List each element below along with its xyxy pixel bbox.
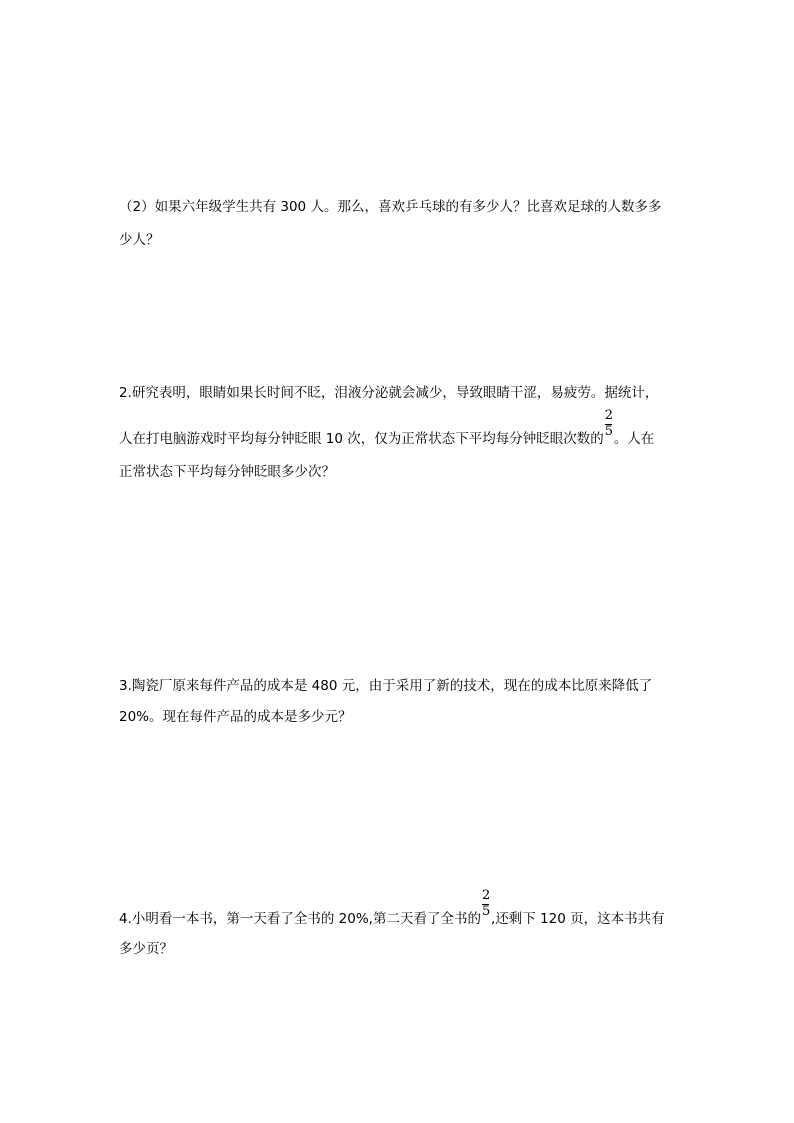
q1-part2-line2: 少人？ bbox=[119, 232, 160, 248]
q1-part2-line1: （2）如果六年级学生共有 300 人。那么，喜欢乒乓球的有多少人？比喜欢足球的人数多多 bbox=[119, 199, 662, 215]
q4-line1-text-after: ,还剩下 120 页，这本书共有 bbox=[490, 911, 665, 927]
q4-fraction-denominator: 5 bbox=[481, 904, 491, 919]
q2-line2-text-before: 人在打电脑游戏时平均每分钟眨眼 10 次，仅为正常状态下平均每分钟眨眼次数的 bbox=[119, 431, 604, 447]
q4-fraction-numerator: 2 bbox=[481, 888, 491, 903]
q4-fraction bbox=[481, 888, 491, 923]
q4-line2: 多少页？ bbox=[119, 941, 173, 957]
q3-line1: 3.陶瓷厂原来每件产品的成本是 480 元，由于采用了新的技术，现在的成本比原来降低了 bbox=[119, 678, 653, 694]
q4-line1-text-before: 4.小明看一本书，第一天看了全书的 20%,第二天看了全书的 bbox=[119, 911, 481, 927]
q2-fraction bbox=[604, 408, 614, 443]
q2-line1: 2.研究表明，眼睛如果长时间不眨，泪液分泌就会减少，导致眼睛干涩，易疲劳。据统计， bbox=[119, 385, 659, 401]
q2-line2-text-after: 。人在 bbox=[613, 431, 655, 447]
q2-line2 bbox=[119, 408, 655, 449]
q4-line1 bbox=[119, 888, 665, 929]
q2-fraction-denominator: 5 bbox=[604, 424, 614, 439]
q2-line3: 正常状态下平均每分钟眨眼多少次？ bbox=[119, 464, 335, 480]
q2-fraction-numerator: 2 bbox=[604, 408, 614, 423]
q3-line2: 20%。现在每件产品的成本是多少元？ bbox=[119, 709, 352, 725]
